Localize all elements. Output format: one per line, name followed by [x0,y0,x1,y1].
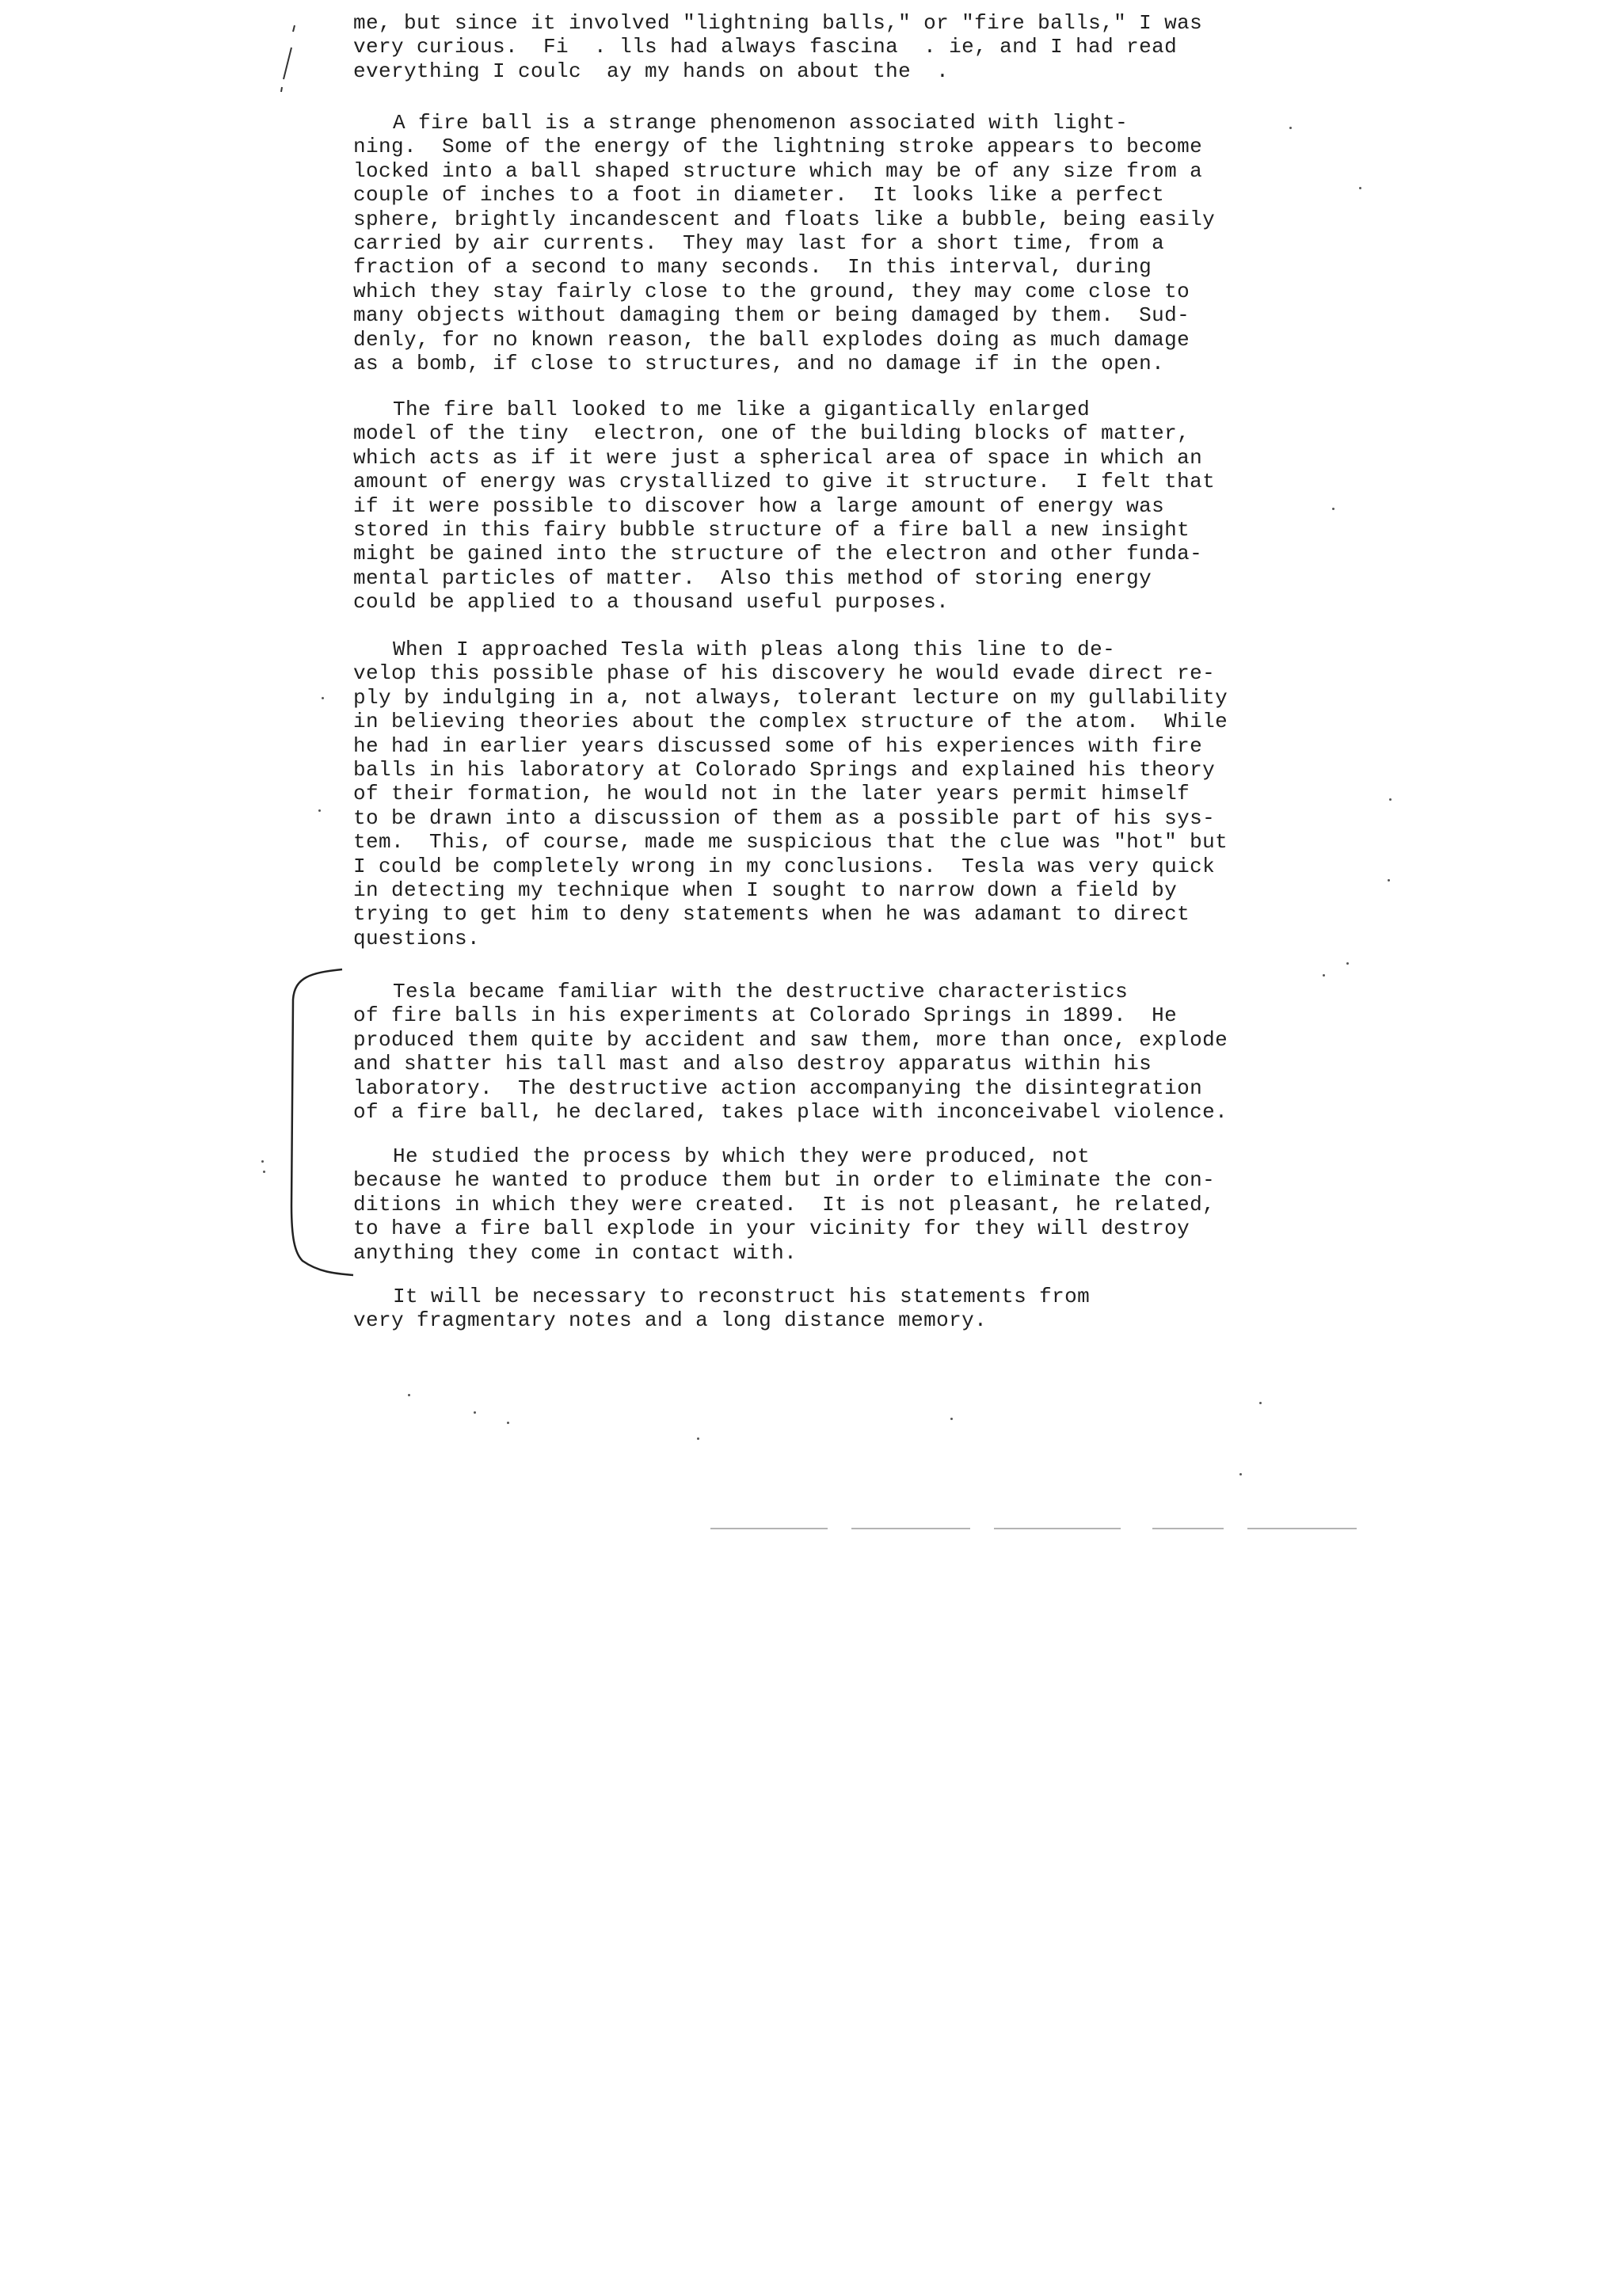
scan-speck [261,1160,264,1163]
text-line: me, but since it involved "lightning balls," or "fire balls," I was [353,11,1203,35]
scan-speck [507,1422,509,1424]
text-line: to have a fire ball explode in your vicinity for they will destroy [353,1217,1190,1241]
scan-speck [322,697,324,699]
text-line: everything I coulc ay my hands on about the . [353,59,950,83]
scan-speck [1289,127,1292,129]
scan-speck [1239,1473,1242,1475]
scan-speck [474,1411,476,1414]
scan-speck [1359,187,1361,189]
text-line: could be applied to a thousand useful purposes. [353,590,950,615]
text-line: model of the tiny electron, one of the building blocks of matter, [353,421,1190,446]
text-line: I could be completely wrong in my conclusions. Tesla was very quick [353,854,1216,878]
paragraph-reconstruct [353,1285,1375,1333]
faint-rule-line [709,1525,1358,1533]
paragraph-tesla-evasion [353,638,1375,950]
text-line: ply by indulging in a, not always, tolerant lecture on my gullability [353,685,1228,710]
text-line: which they stay fairly close to the ground, they may come close to [353,279,1190,303]
text-line: denly, for no known reason, the ball explodes doing as much damage [353,327,1190,352]
scan-speck [1346,962,1349,965]
text-line: amount of energy was crystallized to give it structure. I felt that [353,470,1216,494]
text-line: ditions in which they were created. It is not pleasant, he related, [353,1192,1216,1217]
paragraph-electron-model [353,398,1375,615]
scan-speck [1259,1402,1262,1404]
text-line: might be gained into the structure of the electron and other funda- [353,542,1203,566]
text-line: laboratory. The destructive action accompanying the disintegration [353,1076,1203,1100]
text-line: of a fire ball, he declared, takes place with inconceivabel violence. [353,1100,1228,1125]
text-line: When I approached Tesla with pleas along this line to de- [393,638,1116,661]
scan-speck [318,809,321,812]
scan-speck [1389,798,1392,801]
text-line: in believing theories about the complex structure of the atom. While [353,710,1228,734]
text-line: of their formation, he would not in the later years permit himself [353,782,1190,806]
text-line: as a bomb, if close to structures, and no damage if in the open. [353,352,1165,376]
margin-slash-mark [277,24,301,95]
paragraph-continuation [353,11,1375,83]
text-line: and shatter his tall mast and also destroy apparatus within his [353,1052,1152,1076]
text-line: of fire balls in his experiments at Colorado Springs in 1899. He [353,1003,1178,1028]
text-line: Tesla became familiar with the destructive characteristics [393,980,1129,1003]
text-line: if it were possible to discover how a large amount of energy was [353,493,1165,518]
text-line: sphere, brightly incandescent and floats like a bubble, being easily [353,207,1216,231]
text-line: very fragmentary notes and a long distance memory. [353,1308,988,1333]
text-line: fraction of a second to many seconds. In this interval, during [353,255,1152,280]
scan-speck [408,1394,410,1396]
text-line: to be drawn into a discussion of them as a possible part of his sys- [353,805,1216,830]
text-line: in detecting my technique when I sought to narrow down a field by [353,878,1178,903]
text-line: locked into a ball shaped structure which may be of any size from a [353,158,1203,183]
text-line: very curious. Fi . lls had always fascina . ie, and I had read [353,35,1178,59]
text-line: balls in his laboratory at Colorado Springs and explained his theory [353,758,1216,782]
text-line: produced them quite by accident and saw them, more than once, explode [353,1027,1228,1052]
text-line: carried by air currents. They may last for a short time, from a [353,231,1165,256]
text-line: because he wanted to produce them but in order to eliminate the con- [353,1168,1216,1193]
margin-bracket-mark [279,968,355,1277]
text-line: he had in earlier years discussed some of his experiences with fire [353,733,1203,758]
scan-speck [1332,508,1335,510]
text-line: A fire ball is a strange phenomenon associated with light- [393,111,1129,135]
text-line: He studied the process by which they were produced, not [393,1144,1091,1168]
text-line: many objects without damaging them or being damaged by them. Sud- [353,303,1190,328]
text-line: It will be necessary to reconstruct his statements from [393,1285,1091,1308]
paragraph-colorado-springs [353,980,1375,1124]
text-line: trying to get him to deny statements when he was adamant to direct [353,902,1190,927]
text-line: ning. Some of the energy of the lightning stroke appears to become [353,135,1203,159]
text-line: velop this possible phase of his discovery he would evade direct re- [353,661,1216,686]
text-line: couple of inches to a foot in diameter. It looks like a perfect [353,183,1165,208]
text-line: anything they come in contact with. [353,1240,798,1265]
paragraph-process-study [353,1144,1375,1265]
scan-speck [263,1171,265,1173]
scan-speck [950,1418,953,1420]
paragraph-fire-ball-description [353,111,1375,375]
scan-speck [697,1437,699,1440]
scan-speck [1388,879,1390,881]
text-line: tem. This, of course, made me suspicious that the clue was "hot" but [353,830,1228,855]
text-line: questions. [353,926,481,950]
text-line: The fire ball looked to me like a gigantically enlarged [393,398,1091,421]
text-line: which acts as if it were just a spherical area of space in which an [353,445,1203,470]
text-line: stored in this fairy bubble structure of a fire ball a new insight [353,518,1190,543]
scan-speck [1323,974,1325,977]
text-line: mental particles of matter. Also this method of storing energy [353,565,1152,590]
